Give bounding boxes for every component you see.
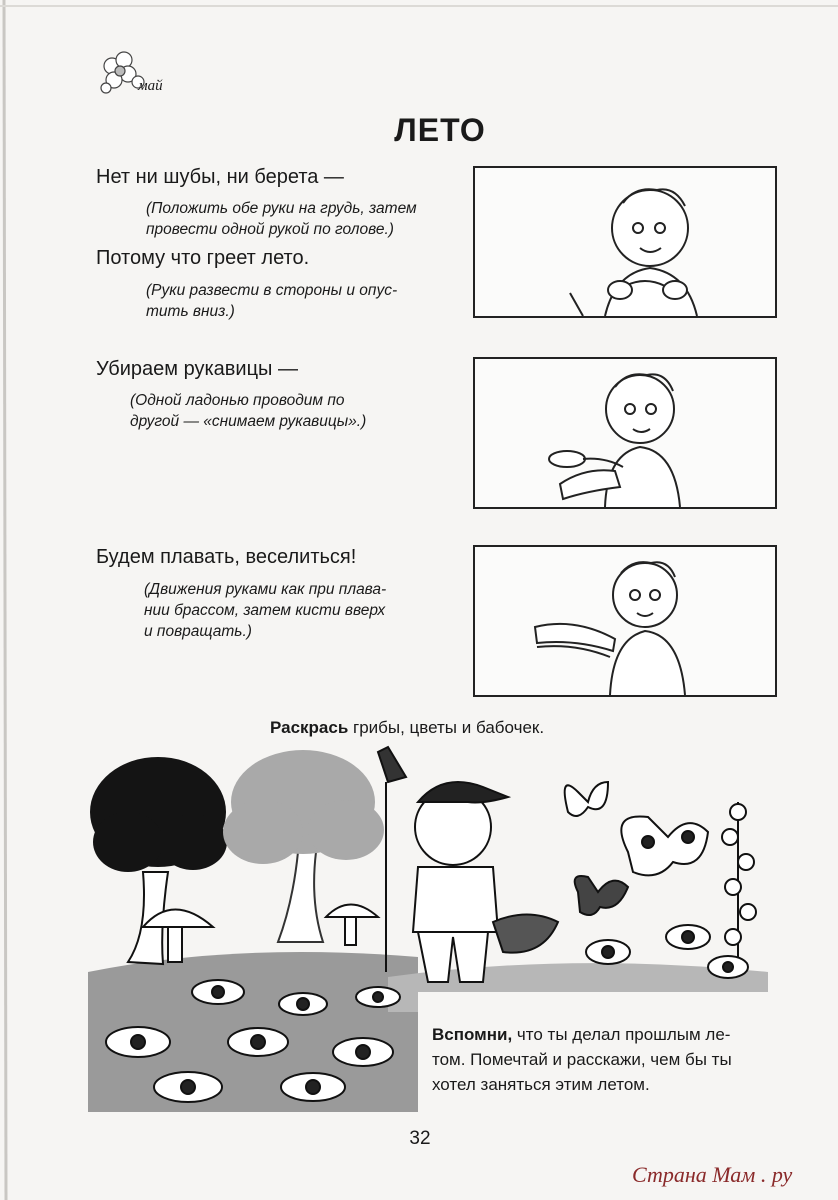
mushroom [326,905,378,946]
page-number: 32 [409,1128,431,1149]
boy-removing-mittens-illustration [475,359,775,507]
verse-line: Будем плавать, веселиться! [96,546,357,568]
page-title: ЛЕТО [394,112,486,148]
instruction-note: (Положить обе руки на грудь, затем провести одной рукой по голове.) [146,200,417,238]
month-label: май [138,78,163,94]
verse-line: Потому что греет лето. [96,247,310,269]
remember-paragraph: Вспомни, что ты делал прошлым ле- том. Помечтай и расскажи, чем бы ты хотел заняться этим летом. [432,1025,732,1094]
butterfly [565,782,608,816]
site-watermark: Страна Мам . ру [632,1162,793,1187]
instruction-note: (Одной ладонью проводим по другой — «снимаем рукавицы».) [130,392,367,430]
butterfly [621,816,708,875]
boy-swimming-motion-illustration [475,547,775,695]
butterfly [575,876,628,915]
verse-line: Убираем рукавицы — [96,358,298,380]
flower-stalk [722,802,756,972]
verse-line: Нет ни шубы, ни берета — [96,166,344,188]
illustration-frame [473,166,777,318]
instruction-note: (Движения руками как при плава- нии брассом, затем кисти вверх и повращать.) [144,581,387,640]
boy-with-net [378,747,558,982]
illustration-frame [473,357,777,509]
instruction-note: (Руки развести в стороны и опус- тить вниз.) [146,282,398,320]
illustration-frame [473,545,777,697]
boy-hands-on-chest-illustration [475,168,775,316]
dark-tree [90,757,227,964]
coloring-instruction: Раскрась грибы, цветы и бабочек. [270,718,545,737]
